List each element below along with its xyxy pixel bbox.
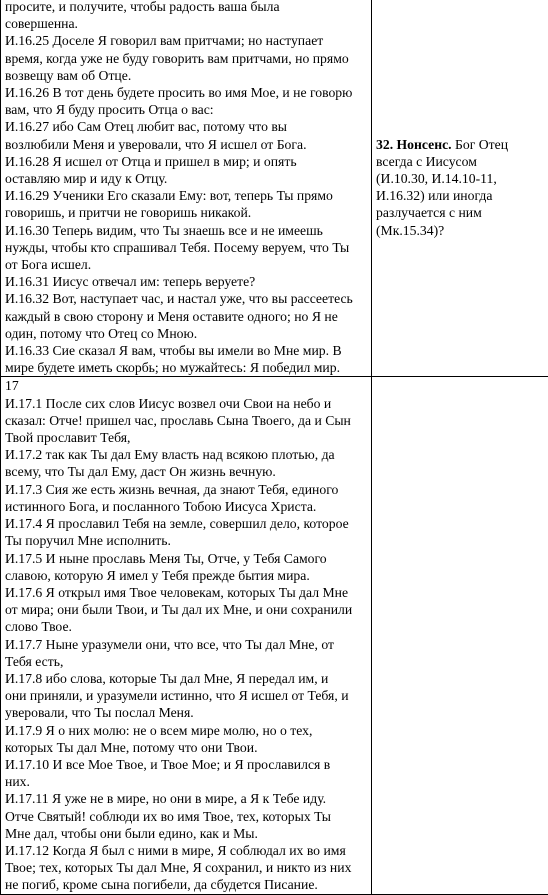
text-line: И.17.6 Я открыл имя Твое человекам, которых Ты дал Мне	[5, 584, 367, 601]
text-line: И.17.2 так как Ты дал Ему власть над всякою плотью, да	[5, 446, 367, 463]
text-line: И.16.31 Иисус отвечал им: теперь веруете?	[5, 273, 367, 290]
text-line: И.17.1 После сих слов Иисус возвел очи Свои на небо и	[5, 395, 367, 412]
text-line: И.17.7 Ныне уразумели они, что все, что Ты дал Мне, от	[5, 636, 367, 653]
comment-cell	[372, 0, 548, 377]
text-line: совершенна.	[5, 15, 367, 32]
text-line: И.17.9 Я о них молю: не о всем мире молю, но о тех,	[5, 722, 367, 739]
text-line: уверовали, что Ты послал Меня.	[5, 704, 367, 721]
text-line: И.17.12 Когда Я был с ними в мире, Я соблюдал их во имя	[5, 842, 367, 859]
comment-title: 32. Нонсенс.	[376, 137, 452, 152]
text-line: Твой прославит Тебя,	[5, 429, 367, 446]
table-row-17	[1, 377, 548, 894]
text-line: время, когда уже не буду говорить вам притчами, но прямо	[5, 50, 367, 67]
text-line: И.16.29 Ученики Его сказали Ему: вот, теперь Ты прямо	[5, 187, 367, 204]
text-line: нужды, чтобы кто спрашивал Тебя. Посему веруем, что Ты	[5, 239, 367, 256]
text-line: И.17.4 Я прославил Тебя на земле, совершил дело, которое	[5, 515, 367, 532]
text-line: оставляю мир и иду к Отцу.	[5, 170, 367, 187]
empty-comment-cell	[372, 377, 548, 894]
text-line: слово Твое.	[5, 618, 367, 635]
scripture-cell-16	[1, 0, 372, 377]
text-line: них.	[5, 773, 367, 790]
text-line: мире будете иметь скорбь; но мужайтесь: Я победил мир.	[5, 359, 367, 376]
text-line: не погиб, кроме сына погибели, да сбудется Писание.	[5, 876, 367, 893]
text-line: славою, которую Я имел у Тебя прежде бытия мира.	[5, 567, 367, 584]
text-line: от Бога исшел.	[5, 256, 367, 273]
text-line: возвещу вам об Отце.	[5, 67, 367, 84]
text-line: каждый в свою сторону и Меня оставите одного; но Я не	[5, 308, 367, 325]
text-line: И.16.32 Вот, наступает час, и настал уже, что вы рассеетесь	[5, 290, 367, 307]
text-line: И.16.26 В тот день будете просить во имя Мое, и не говорю	[5, 84, 367, 101]
table-row-16	[1, 0, 548, 377]
text-line: (Мк.15.34)?	[376, 222, 544, 239]
text-line: И.16.33 Сие сказал Я вам, чтобы вы имели во Мне мир. В	[5, 342, 367, 359]
text-line: Твое; тех, которых Ты дал Мне, Я сохранил, и никто из них	[5, 859, 367, 876]
text-line: И.16.25 Доселе Я говорил вам притчами; но наступает	[5, 32, 367, 49]
text-line: вам, что Я буду просить Отца о вас:	[5, 101, 367, 118]
text-line: всегда с Иисусом	[376, 153, 544, 170]
text-line: (И.10.30, И.14.10-11,	[376, 170, 544, 187]
text-line: И.16.27 ибо Сам Отец любит вас, потому что вы	[5, 118, 367, 135]
text-line: просите, и получите, чтобы радость ваша была	[5, 0, 367, 15]
text-line: Бог Отец	[452, 137, 508, 152]
text-line: И.17.8 ибо слова, которые Ты дал Мне, Я передал им, и	[5, 670, 367, 687]
text-line: истинного Бога, и посланного Тобою Иисуса Христа.	[5, 498, 367, 515]
text-line: И.17.3 Сия же есть жизнь вечная, да знают Тебя, единого	[5, 481, 367, 498]
text-line: И.17.5 И ныне прославь Меня Ты, Отче, у Тебя Самого	[5, 550, 367, 567]
text-line: И.16.32) или иногда	[376, 187, 544, 204]
text-line: И.16.30 Теперь видим, что Ты знаешь все и не имеешь	[5, 222, 367, 239]
text-line: которых Ты дал Мне, потому что они Твои.	[5, 739, 367, 756]
text-line: Тебя есть,	[5, 653, 367, 670]
scripture-cell-17	[1, 377, 372, 894]
text-line: И.16.28 Я исшел от Отца и пришел в мир; и опять	[5, 153, 367, 170]
text-line: И.17.11 Я уже не в мире, но они в мире, а Я к Тебе иду.	[5, 790, 367, 807]
text-line: И.17.10 И все Мое Твое, и Твое Мое; и Я прославился в	[5, 756, 367, 773]
text-line: сказал: Отче! пришел час, прославь Сына Твоего, да и Сын	[5, 412, 367, 429]
text-line: возлюбили Меня и уверовали, что Я исшел от Бога.	[5, 136, 367, 153]
text-line: разлучается с ним	[376, 204, 544, 221]
text-line: один, потому что Отец со Мною.	[5, 325, 367, 342]
text-line: всему, что Ты дал Ему, даст Он жизнь вечную.	[5, 463, 367, 480]
text-line: Ты поручил Мне исполнить.	[5, 532, 367, 549]
text-line: от мира; они были Твои, и Ты дал их Мне, и они сохранили	[5, 601, 367, 618]
text-line: 17	[5, 377, 367, 394]
text-line: говоришь, и притчи не говоришь никакой.	[5, 204, 367, 221]
text-line: Отче Святый! соблюди их во имя Твое, тех, которых Ты	[5, 808, 367, 825]
text-line: Мне дал, чтобы они были едино, как и Мы.	[5, 825, 367, 842]
text-line: они приняли, и уразумели истинно, что Я исшел от Тебя, и	[5, 687, 367, 704]
